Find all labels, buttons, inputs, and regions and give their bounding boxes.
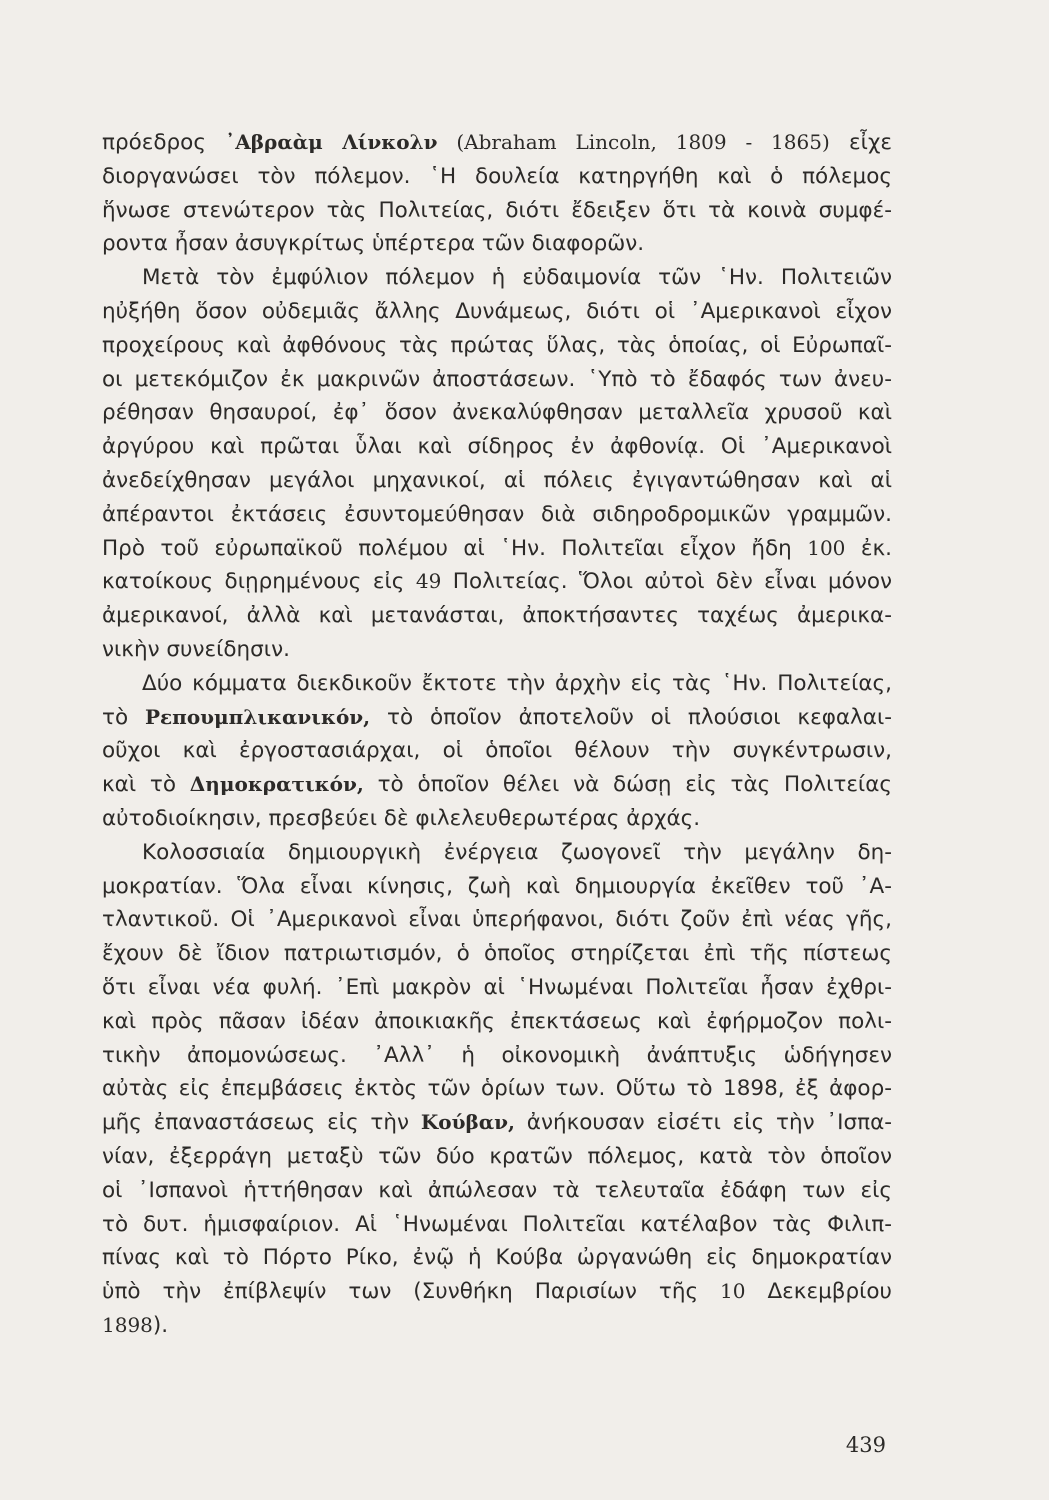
text-line: πρόεδρος ᾿Αβραὰμ Λίνκολν (Abraham Lincoln, 1809 - 1865) εἶχε	[102, 130, 892, 155]
text-line: Δύο κόμματα διεκδικοῦν ἔκτοτε τὴν ἀρχὴν εἰς τὰς ῾Ην. Πολιτείας,	[142, 670, 892, 696]
text-line: ηὐξήθη ὅσον οὐδεμιᾶς ἄλλης Δυνάμεως, διότι οἱ ᾿Αμερικανοὶ εἶχον	[102, 298, 892, 324]
text-line: οἱ ᾿Ισπανοὶ ἡττήθησαν καὶ ἀπώλεσαν τὰ τελευταῖα ἐδάφη των εἰς	[102, 1177, 892, 1203]
text-line: Πρὸ τοῦ εὐρωπαϊκοῦ πολέμου αἱ ῾Ην. Πολιτεῖαι εἶχον ἤδη 100 ἐκ.	[102, 535, 892, 561]
text-line: οι μετεκόμιζον ἐκ μακρινῶν ἀποστάσεων. ῾Υπὸ τὸ ἔδαφός των ἀνευ-	[102, 366, 892, 392]
bold-term: Δημοκρατικόν,	[189, 772, 364, 797]
bold-term: Ρεπουμπλικανικόν,	[144, 704, 371, 729]
bold-term: Κούβαν,	[420, 1110, 515, 1135]
text-line: ἀνεδείχθησαν μεγάλοι μηχανικοί, αἱ πόλεις ἐγιγαντώθησαν καὶ αἱ	[102, 467, 892, 493]
text-line: ἥνωσε στενώτερον τὰς Πολιτείας, διότι ἔδειξεν ὅτι τὰ κοινὰ συμφέ-	[102, 197, 892, 223]
text-line: καὶ πρὸς πᾶσαν ἰδέαν ἀποικιακῆς ἐπεκτάσεως καὶ ἐφήρμοζον πολι-	[102, 1008, 892, 1034]
text-line: ἔχουν δὲ ἴδιον πατριωτισμόν, ὁ ὁποῖος στηρίζεται ἐπὶ τῆς πίστεως	[102, 941, 892, 967]
text-line: ρέθησαν θησαυροί, ἐφ᾿ ὅσον ἀνεκαλύφθησαν μεταλλεῖα χρυσοῦ καὶ	[102, 400, 892, 426]
text-line: ὅτι εἶναι νέα φυλή. ᾿Επὶ μακρὸν αἱ ῾Ηνωμέναι Πολιτεῖαι ἦσαν ἐχθρι-	[102, 974, 892, 1000]
text-line: νίαν, ἐξερράγη μεταξὺ τῶν δύο κρατῶν πόλεμος, κατὰ τὸν ὁποῖον	[102, 1143, 892, 1169]
bold-name: ᾿Αβραὰμ Λίνκολν	[225, 130, 438, 154]
text-line: αὐτὰς εἰς ἐπεμβάσεις ἐκτὸς τῶν ὁρίων των. Οὕτω τὸ 1898, ἐξ ἀφορ-	[102, 1076, 892, 1102]
text-line: μῆς ἐπαναστάσεως εἰς τὴν Κούβαν, ἀνήκουσαν εἰσέτι εἰς τὴν ᾿Ισπα-	[102, 1110, 893, 1136]
body-text	[102, 126, 892, 1343]
text-line: νικὴν συνείδησιν.	[102, 636, 290, 662]
text-line: Κολοσσιαία δημιουργικὴ ἐνέργεια ζωογονεῖ τὴν μεγάλην δη-	[142, 839, 892, 865]
text-line: καὶ τὸ Δημοκρατικόν, τὸ ὁποῖον θέλει νὰ δώσῃ εἰς τὰς Πολιτείας	[102, 772, 893, 798]
text-line: τὸ δυτ. ἡμισφαίριον. Αἱ ῾Ηνωμέναι Πολιτεῖαι κατέλαβον τὰς Φιλιπ-	[102, 1211, 892, 1237]
text-line: αὐτοδιοίκησιν, πρεσβεύει δὲ φιλελευθερωτέρας ἀρχάς.	[102, 805, 701, 831]
text-line: ἀργύρου καὶ πρῶται ὗλαι καὶ σίδηρος ἐν ἀφθονίᾳ. Οἱ ᾿Αμερικανοὶ	[102, 434, 892, 460]
text-line: τὸ Ρεπουμπλικανικόν, τὸ ὁποῖον ἀποτελοῦν οἱ πλούσιοι κεφαλαι-	[102, 704, 892, 730]
text-line: οῦχοι καὶ ἐργοστασιάρχαι, οἱ ὁποῖοι θέλουν τὴν συγκέντρωσιν,	[102, 738, 892, 764]
text-line: τλαντικοῦ. Οἱ ᾿Αμερικανοὶ εἶναι ὑπερήφανοι, διότι ζοῦν ἐπὶ νέας γῆς,	[102, 907, 892, 933]
text-line: μοκρατίαν. Ὅλα εἶναι κίνησις, ζωὴ καὶ δημιουργία ἐκεῖθεν τοῦ ᾿Α-	[102, 873, 892, 899]
text-line: τικὴν ἀπομονώσεως. ᾿Αλλ᾿ ἡ οἰκονομικὴ ἀνάπτυξις ὡδήγησεν	[102, 1042, 892, 1068]
text-line: πίνας καὶ τὸ Πόρτο Ρίκο, ἐνῷ ἡ Κούβα ὠργανώθη εἰς δημοκρατίαν	[102, 1245, 892, 1271]
page-number: 439	[845, 1433, 886, 1457]
text-line: 1898).	[102, 1312, 169, 1338]
text-line: διοργανώσει τὸν πόλεμον. ῾Η δουλεία κατηργήθη καὶ ὁ πόλεμος	[102, 163, 892, 189]
text-line: ὑπὸ τὴν ἐπίβλεψίν των (Συνθήκη Παρισίων τῆς 10 Δεκεμβρίου	[102, 1279, 892, 1305]
text-line: Μετὰ τὸν ἐμφύλιον πόλεμον ἡ εὐδαιμονία τῶν ῾Ην. Πολιτειῶν	[142, 265, 892, 291]
text-line: ροντα ἦσαν ἀσυγκρίτως ὑπέρτερα τῶν διαφορῶν.	[102, 231, 645, 257]
text-line: προχείρους καὶ ἀφθόνους τὰς πρώτας ὕλας, τὰς ὁποίας, οἱ Εὐρωπαῖ-	[102, 332, 892, 358]
text-line: κατοίκους διῃρημένους εἰς 49 Πολιτείας. Ὅλοι αὐτοὶ δὲν εἶναι μόνον	[102, 569, 892, 595]
text-line: ἀμερικανοί, ἀλλὰ καὶ μετανάσται, ἀποκτήσαντες ταχέως ἀμερικα-	[102, 603, 892, 629]
text-line: ἀπέραντοι ἐκτάσεις ἐσυντομεύθησαν διὰ σιδηροδρομικῶν γραμμῶν.	[102, 501, 892, 527]
